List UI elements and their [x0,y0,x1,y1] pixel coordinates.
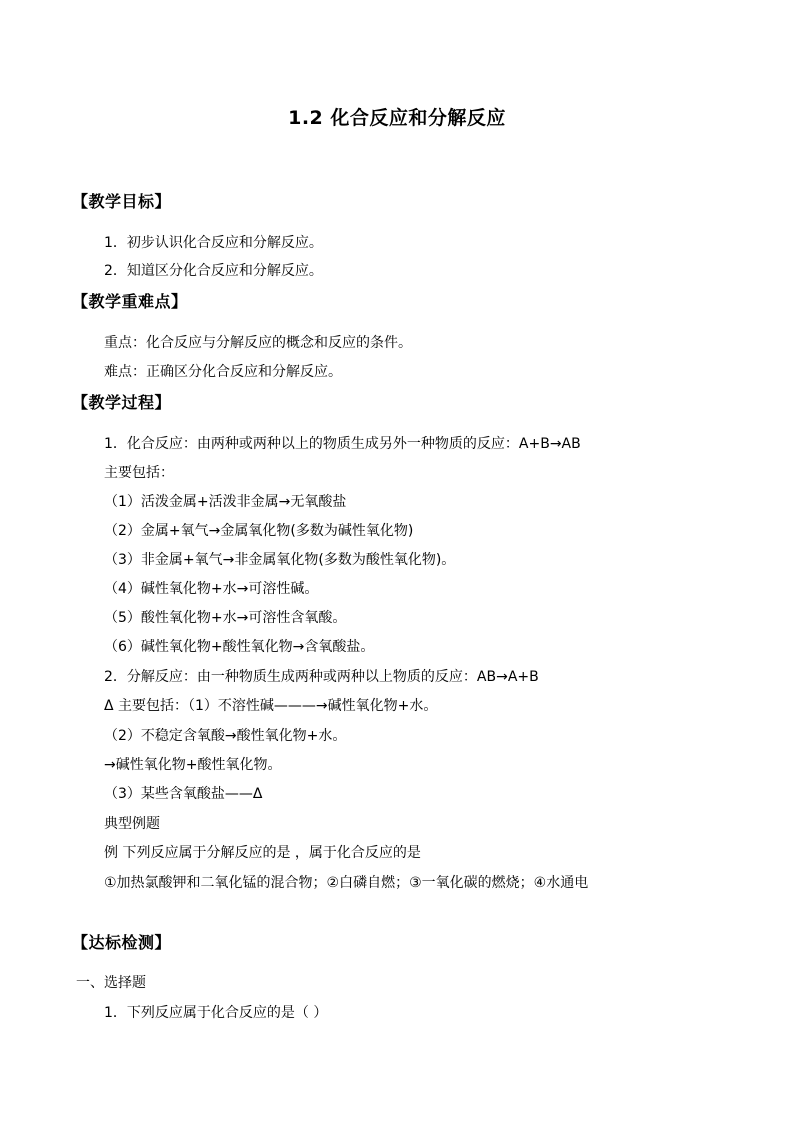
process-line: Δ 主要包括：（1）不溶性碱———→碱性氧化物+水。 [104,698,438,714]
page-title: 1.2 化合反应和分解反应 [288,107,506,129]
process-line: 主要包括： [104,465,174,481]
process-line: 2．分解反应：由一种物质生成两种或两种以上物质的反应：AB→A+B [104,669,539,685]
process-line: （4）碱性氧化物+水→可溶性碱。 [104,581,319,597]
question-item: 1．下列反应属于化合反应的是（ ） [104,1005,328,1021]
goal-item: 1．初步认识化合反应和分解反应。 [104,235,323,251]
process-line: （5）酸性氧化物+水→可溶性含氧酸。 [104,610,347,626]
keypoint-item: 难点：正确区分化合反应和分解反应。 [104,364,342,380]
section-heading-goals: 【教学目标】 [72,192,172,211]
goal-item: 2．知道区分化合反应和分解反应。 [104,263,323,279]
process-line: 典型例题 [104,816,160,832]
process-line: （3）某些含氧酸盐——Δ [104,786,263,802]
process-line: （3）非金属+氧气→非金属氧化物(多数为酸性氧化物)。 [104,552,456,568]
process-line: （2）金属+氧气→金属氧化物(多数为碱性氧化物) [104,523,414,539]
process-line: （6）碱性氧化物+酸性氧化物→含氧酸盐。 [104,639,375,655]
example-question: 例 下列反应属于分解反应的是 ，属于化合反应的是 [104,845,421,861]
example-options: ①加热氯酸钾和二氧化锰的混合物；②白磷自燃；③一氧化碳的燃烧；④水通电 [104,875,589,891]
section-heading-process: 【教学过程】 [72,393,172,412]
process-line: 1．化合反应：由两种或两种以上的物质生成另外一种物质的反应：A+B→AB [104,436,581,452]
keypoint-item: 重点：化合反应与分解反应的概念和反应的条件。 [104,335,412,351]
section-heading-check: 【达标检测】 [72,933,172,952]
process-line: （1）活泼金属+活泼非金属→无氧酸盐 [104,494,347,510]
section-heading-keypoints: 【教学重难点】 [72,292,188,311]
process-line: （2）不稳定含氧酸→酸性氧化物+水。 [104,728,347,744]
subsection-heading-choice: 一、选择题 [76,975,146,991]
process-line: →碱性氧化物+酸性氧化物。 [104,757,282,773]
